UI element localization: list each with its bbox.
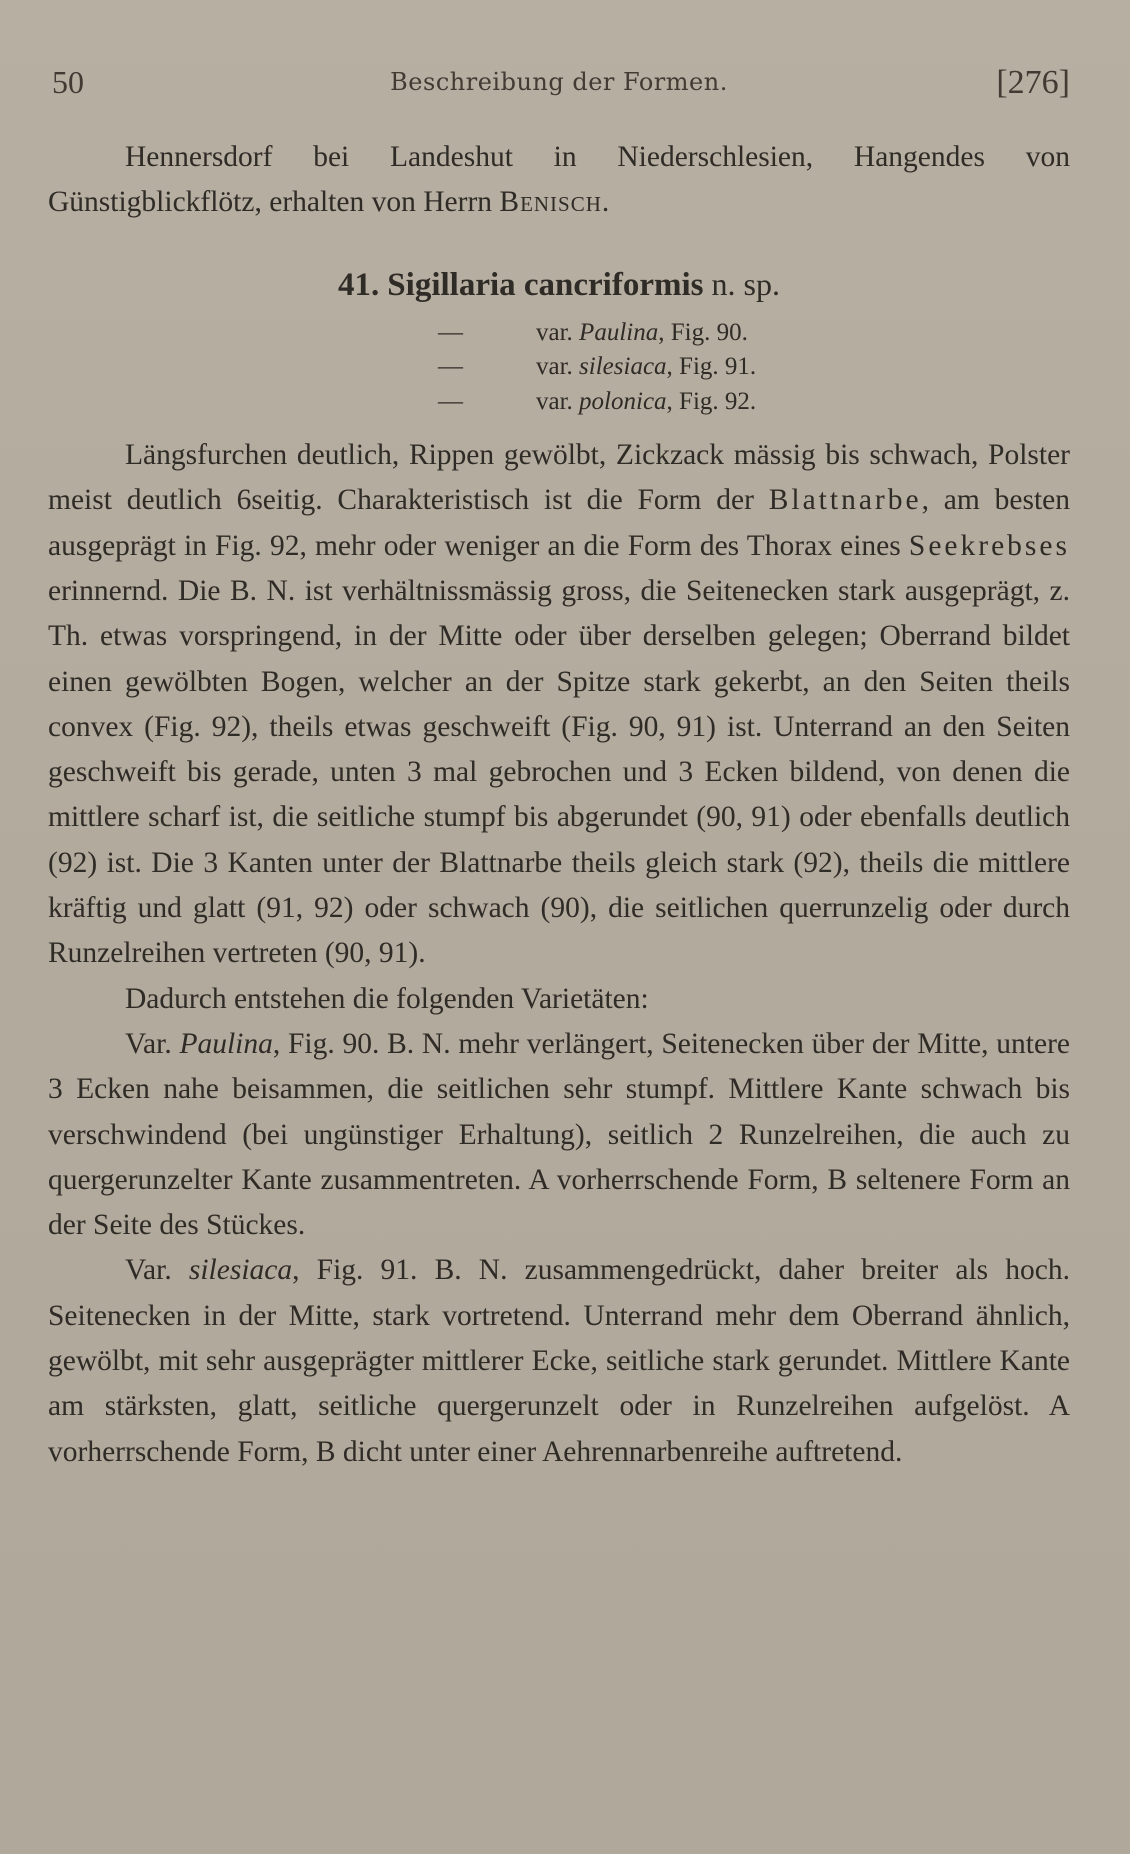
description-text: Längsfurchen deutlich, Rippen gewölbt, Zickzack mässig bis schwach, Polster meist deutlich 6seitig. Charakteristisch ist die Form der bbox=[48, 439, 1070, 517]
variant-line bbox=[48, 385, 1070, 420]
variant-text bbox=[536, 385, 756, 420]
variant-dash: — bbox=[438, 318, 463, 346]
variant-name: silesiaca bbox=[579, 353, 667, 381]
intro-end: . bbox=[601, 186, 610, 219]
variety-prefix: Var. bbox=[125, 1254, 189, 1287]
variety-silesiaca-paragraph bbox=[48, 1248, 1070, 1474]
variant-prefix: var. bbox=[536, 318, 573, 346]
variety-name: silesiaca bbox=[188, 1254, 293, 1287]
variant-prefix: var. bbox=[536, 353, 573, 381]
variant-dash: — bbox=[438, 353, 463, 381]
variant-fig: , Fig. 90. bbox=[658, 318, 748, 346]
species-heading bbox=[48, 266, 1070, 304]
variant-fig: , Fig. 92. bbox=[666, 387, 757, 415]
species-suffix: n. sp. bbox=[711, 265, 780, 302]
page-number: 50 bbox=[52, 64, 84, 100]
variety-text: , Fig. 91. B. N. zusammengedrückt, daher breiter als hoch. Seitenecken in der Mitte, stark vortretend. Unterrand mehr dem Oberrand ähnlich, gewölbt, mit sehr ausgeprägter mittlerer Ecke, seitliche stark gerundet. Mittlere Kante am stärksten, glatt, seitliche quergerunzelt oder in Runzelreihen aufgelöst. A vorherrschende Form, B dicht unter einer Aehrennarbenreihe auftretend. bbox=[48, 1254, 1071, 1468]
intro-paragraph bbox=[48, 135, 1070, 226]
variant-name: polonica bbox=[579, 387, 667, 415]
description-paragraph bbox=[48, 433, 1070, 977]
species-name: Sigillaria cancriformis bbox=[387, 266, 704, 303]
variant-line bbox=[48, 316, 1070, 351]
variant-dash: — bbox=[438, 387, 463, 415]
variant-text bbox=[536, 316, 748, 351]
variant-fig: , Fig. 91. bbox=[666, 353, 757, 381]
species-number: 41. bbox=[338, 266, 380, 303]
varieties-intro-paragraph: Dadurch entstehen die folgenden Varietäten: bbox=[125, 982, 649, 1015]
page-header bbox=[48, 60, 1070, 108]
variety-name: Paulina bbox=[179, 1027, 273, 1060]
variety-text: , Fig. 90. B. N. mehr verlängert, Seitenecken über der Mitte, untere 3 Ecken nahe beisammen, die seitlichen sehr stumpf. Mittlere Kante schwach bis verschwindend (bei ungünstiger Erhaltung), seitlich 2 Runzelreihen, die auch zu quergerunzelter Kante zusammentreten. A vorherrschende Form, B seltenere Form an der Seite des Stückes. bbox=[48, 1027, 1070, 1242]
variety-paulina-paragraph bbox=[48, 1022, 1070, 1248]
emphasis-blattnarbe: Blattnarbe bbox=[768, 484, 922, 517]
variety-prefix: Var. bbox=[125, 1027, 180, 1060]
running-title: Beschreibung der Formen. bbox=[390, 68, 728, 96]
variant-prefix: var. bbox=[536, 387, 573, 415]
description-text: erinnernd. Die B. N. ist verhältnissmässig gross, die Seitenecken stark ausgeprägt, z. Th. etwas vorspringend, in der Mitte oder über derselben gelegen; Oberrand bildet einen gewölbten Bogen, welcher an der Spitze stark gekerbt, an den Seiten theils convex (Fig. 92), theils etwas geschweift (Fig. 90, 91) ist. Unterrand an den Seiten geschweift bis gerade, unten 3 mal gebrochen und 3 Ecken bildend, von denen die mittlere scharf ist, die seitliche stumpf bis abgerundet (90, 91) oder ebenfalls deutlich (92) ist. Die 3 Kanten unter der Blattnarbe theils gleich stark (92), theils die mittlere kräftig und glatt (91, 92) oder schwach (90), die seitlichen querrunzelig oder durch Runzelreihen vertreten (90, 91). bbox=[48, 574, 1070, 970]
collector-name: Benisch bbox=[499, 186, 602, 219]
variant-list bbox=[48, 316, 1070, 420]
bracket-page-number: [276] bbox=[996, 64, 1070, 101]
description-text: , am besten ausgeprägt in Fig. 92, mehr oder weniger an die Form des Thorax eines bbox=[48, 484, 1071, 562]
intro-text: Hennersdorf bei Landeshut in Niederschlesien, Hangendes von Günstigblickflötz, erhalten von Herrn bbox=[48, 141, 1070, 219]
variant-text bbox=[536, 350, 756, 385]
emphasis-seekrebses: Seekrebses bbox=[908, 529, 1070, 562]
variant-line bbox=[48, 350, 1070, 385]
variant-name: Paulina bbox=[579, 318, 659, 346]
